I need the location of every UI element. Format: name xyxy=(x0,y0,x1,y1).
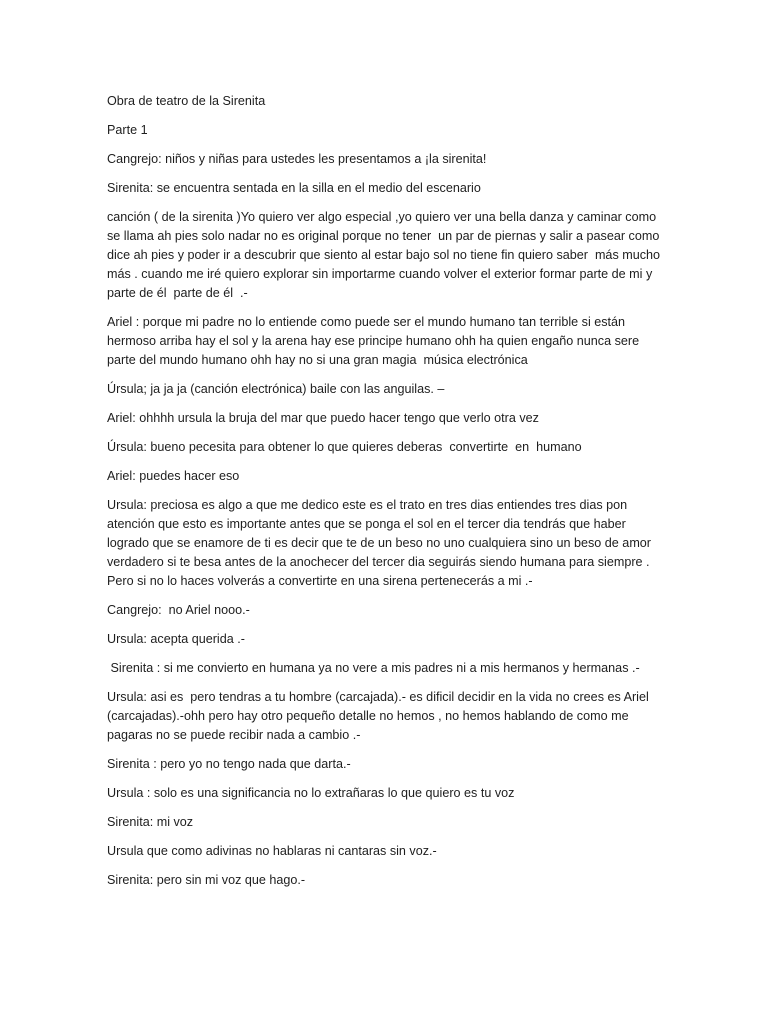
paragraph: Ursula: preciosa es algo a que me dedico este es el trato en tres dias entiendes tres dias pon atención que esto es importante antes que se ponga el sol en el tercer dia tendrás que haber logrado que se enamore de ti es decir que te de un beso no uno cualquiera sino un beso de amor verdadero si te besa antes de la anochecer del tercer dia seguirás siendo humana para siempre . Pero si no lo haces volverás a convertirte en una sirena pertenecerás a mi .- xyxy=(107,498,655,588)
document-title: Obra de teatro de la Sirenita xyxy=(107,94,266,108)
paragraph: Ursula: asi es pero tendras a tu hombre (carcajada).- es dificil decidir en la vida no crees es Ariel (carcajadas).-ohh pero hay otro pequeño detalle no hemos , no hemos hablando de como me pagaras no se puede recibir nada a cambio .- xyxy=(107,690,653,742)
paragraph: Ariel : porque mi padre no lo entiende como puede ser el mundo humano tan terrible si están hermoso arriba hay el sol y la arena hay ese principe humano ohh ha quien engaño nunca sere parte del mundo humano ohh hay no si una gran magia música electrónica xyxy=(107,315,643,367)
paragraph: Ursula : solo es una significancia no lo extrañaras lo que quiero es tu voz xyxy=(107,786,515,800)
paragraph: Sirenita : si me convierto en humana ya no vere a mis padres ni a mis hermanos y hermanas .- xyxy=(107,661,640,675)
paragraph: Úrsula: bueno pecesita para obtener lo que quieres deberas convertirte en humano xyxy=(107,440,582,454)
paragraph: Ariel: puedes hacer eso xyxy=(107,469,240,483)
paragraph: Ursula: acepta querida .- xyxy=(107,632,245,646)
paragraph: canción ( de la sirenita )Yo quiero ver algo especial ,yo quiero ver una bella danza y caminar como se llama ah pies solo nadar no es original porque no tener un par de piernas y salir a pasear como dice ah pies y poder ir a descubrir que siento al estar bajo sol no tiene fin quiero saber más mucho más . cuando me iré quiero explorar sin importarme cuando volver el exterior formar parte de mi y parte de él parte de él .- xyxy=(107,210,664,300)
paragraph: Sirenita: se encuentra sentada en la silla en el medio del escenario xyxy=(107,181,481,195)
paragraph: Sirenita : pero yo no tengo nada que darta.- xyxy=(107,757,351,771)
paragraph: Sirenita: pero sin mi voz que hago.- xyxy=(107,873,306,887)
paragraph: Sirenita: mi voz xyxy=(107,815,194,829)
paragraph: Ursula que como adivinas no hablaras ni cantaras sin voz.- xyxy=(107,844,437,858)
paragraph: Cangrejo: niños y niñas para ustedes les presentamos a ¡la sirenita! xyxy=(107,152,487,166)
paragraph: Úrsula; ja ja ja (canción electrónica) baile con las anguilas. – xyxy=(107,382,445,396)
paragraph: Parte 1 xyxy=(107,123,148,137)
paragraph: Ariel: ohhhh ursula la bruja del mar que puedo hacer tengo que verlo otra vez xyxy=(107,411,539,425)
paragraph: Cangrejo: no Ariel nooo.- xyxy=(107,603,250,617)
